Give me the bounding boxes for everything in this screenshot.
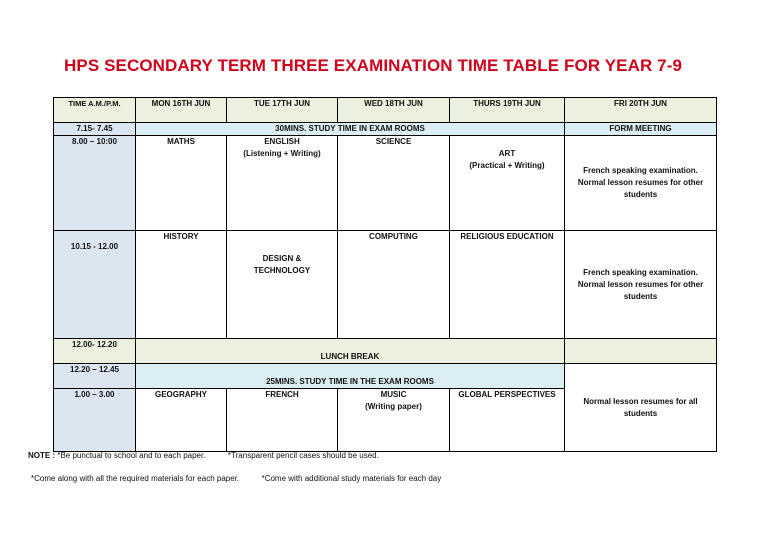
note-item: *Come with additional study materials for each day [261, 474, 442, 483]
exam-cell-wed [338, 389, 450, 452]
time-cell: 12.20 – 12.45 [54, 364, 136, 389]
header-mon: MON 16TH JUN [136, 98, 227, 123]
subject-name: ENGLISH [264, 137, 300, 146]
header-fri: FRI 20TH JUN [565, 98, 717, 123]
subject-detail: (Practical + Writing) [469, 161, 545, 170]
lunch-row [54, 339, 717, 364]
time-cell: 1.00 – 3.00 [54, 389, 136, 452]
header-wed: WED 18TH JUN [338, 98, 450, 123]
notes-line-1 [28, 451, 379, 460]
exam-cell-mon: HISTORY [136, 231, 227, 339]
exam-cell-wed: SCIENCE [338, 136, 450, 231]
subject-detail: (Writing paper) [365, 402, 422, 411]
exam-row-1 [54, 136, 717, 231]
exam-cell-tue [227, 231, 338, 339]
exam-timetable [53, 97, 717, 452]
note-label: NOTE : [28, 451, 56, 460]
exam-row-2 [54, 231, 717, 339]
header-thu: THURS 19TH JUN [450, 98, 565, 123]
subject-detail: TECHNOLOGY [253, 266, 311, 275]
exam-cell-fri: Normal lesson resumes for all students [565, 364, 717, 452]
time-cell: 7.15- 7.45 [54, 123, 136, 136]
header-tue: TUE 17TH JUN [227, 98, 338, 123]
header-time: TIME A.M./P.M. [54, 98, 136, 123]
empty-cell [565, 339, 717, 364]
exam-cell-mon: MATHS [136, 136, 227, 231]
exam-cell-fri: French speaking examination. Normal lesson resumes for other students [565, 136, 717, 231]
note-item: *Transparent pencil cases should be used. [227, 451, 379, 460]
exam-cell-mon: GEOGRAPHY [136, 389, 227, 452]
subject-name: ART [498, 149, 516, 158]
time-cell: 10.15 - 12.00 [54, 231, 136, 339]
note-item: *Be punctual to school and to each paper. [57, 451, 206, 460]
note-item: *Come along with all the required materials for each paper. [31, 474, 240, 483]
subject-detail: (Listening + Writing) [243, 149, 321, 158]
exam-cell-wed: COMPUTING [338, 231, 450, 339]
time-cell: 8.00 – 10:00 [54, 136, 136, 231]
exam-cell-thu [450, 136, 565, 231]
page-title: HPS SECONDARY TERM THREE EXAMINATION TIME TABLE FOR YEAR 7-9 [64, 56, 683, 75]
time-cell: 12.00- 12.20 [54, 339, 136, 364]
exam-cell-thu: RELIGIOUS EDUCATION [450, 231, 565, 339]
subject-name: MUSIC [380, 390, 407, 399]
form-meeting-cell: FORM MEETING [565, 123, 717, 136]
lunch-break-cell: LUNCH BREAK [136, 339, 565, 364]
study-time-row-1 [54, 123, 717, 136]
exam-cell-tue: FRENCH [227, 389, 338, 452]
study-time-cell: 30MINS. STUDY TIME IN EXAM ROOMS [136, 123, 565, 136]
notes-line-2 [31, 474, 441, 483]
header-row [54, 98, 717, 123]
study-time-row-2 [54, 364, 717, 389]
study-time-cell: 25MINS. STUDY TIME IN THE EXAM ROOMS [136, 364, 565, 389]
exam-cell-tue [227, 136, 338, 231]
exam-cell-fri: French speaking examination. Normal lesson resumes for other students [565, 231, 717, 339]
subject-name: DESIGN & [262, 254, 302, 263]
exam-cell-thu: GLOBAL PERSPECTIVES [450, 389, 565, 452]
